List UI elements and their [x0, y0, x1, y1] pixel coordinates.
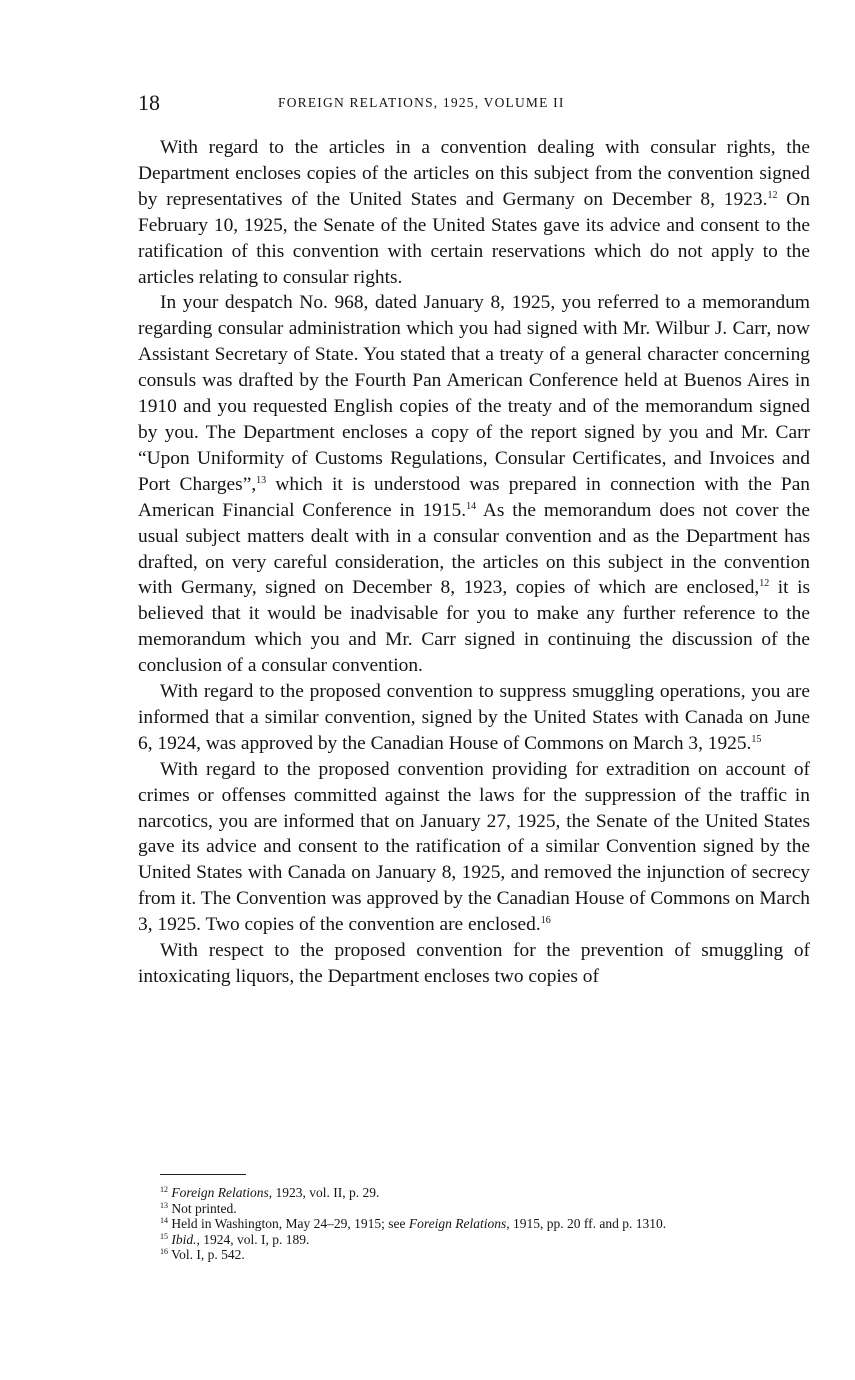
paragraph-text: In your despatch No. 968, dated January 8, 1925, you referred to a memorandum regarding consular administration which you had signed with Mr. Wilbur J. Carr, now Assistant Secretary of State. You stated that a treaty of a general character concerning consuls was drafted by the Fourth Pan American Conference held at Buenos Aires in 1910 and you requested English copies of the treaty and of the memorandum signed by you. The Department encloses a copy of the report signed by you and Mr. Carr “Upon Uniformity of Customs Regulations, Consular Certificates, and Invoices and Port Charges”, [138, 292, 810, 495]
footnote-text: , 1923, vol. II, p. 29. [268, 1185, 380, 1200]
paragraph-text: As the memorandum does not cover the usual subject matters dealt with in a consular convention and as the Department has drafted, on very careful consideration, the articles on this subject in the convention with Germany, signed on December 8, 1923, copies of which are enclosed, [138, 499, 810, 599]
footnote-text: Vol. I, p. 542. [171, 1247, 245, 1262]
paragraph-text: With regard to the proposed convention to suppress smuggling operations, you are informed that a similar convention, signed by the United States with Canada on June 6, 1924, was approved by the Canadian House of Commons on March 3, 1925. [138, 681, 810, 754]
footnote-number: 15 [160, 1231, 168, 1241]
footnote-ref: 16 [540, 915, 551, 927]
paragraph-text: which it is understood was prepared in connection with the Pan American Financial Conference in 1915. [138, 473, 810, 521]
running-title: FOREIGN RELATIONS, 1925, VOLUME II [278, 95, 565, 110]
body-text [138, 135, 810, 990]
footnote-15 [138, 1232, 810, 1248]
footnote-ref: 12 [759, 578, 770, 590]
paragraph-intoxicating-liquors [138, 938, 810, 990]
footnotes [138, 1185, 810, 1263]
footnote-12 [138, 1185, 810, 1201]
footnote-13 [138, 1201, 810, 1217]
footnote-ref: 14 [466, 500, 477, 512]
paragraph-despatch-968 [138, 290, 810, 679]
paragraph-extradition-narcotics [138, 757, 810, 938]
paragraph-consular-rights [138, 135, 810, 290]
footnote-text: Not printed. [171, 1200, 237, 1216]
footnote-number: 13 [160, 1200, 168, 1210]
paragraph-text: With regard to the articles in a convention dealing with consular rights, the Department encloses copies of the articles on this subject from the convention signed by representatives of the United States and Germany on December 8, 1923. [138, 137, 810, 210]
footnote-14 [138, 1216, 810, 1232]
page-number: 18 [138, 90, 160, 115]
footnote-ref: 12 [767, 189, 778, 201]
footnote-number: 12 [160, 1185, 168, 1194]
footnote-number: 16 [160, 1247, 168, 1256]
footnote-text: , 1924, vol. I, p. 189. [196, 1231, 310, 1247]
footnote-number: 14 [160, 1216, 168, 1225]
paragraph-text: On February 10, 1925, the Senate of the United States gave its advice and consent to the ratification of this convention with certain reservations which do not apply to the articles relating to consular rights. [138, 188, 810, 288]
paragraph-text: With respect to the proposed convention for the prevention of smuggling of intoxicating liquors, the Department encloses two copies of [138, 940, 810, 987]
footnote-16 [138, 1247, 810, 1263]
footnote-text: Held in Washington, May 24–29, 1915; see [171, 1216, 409, 1231]
footnote-citation: Foreign Relations [408, 1216, 507, 1231]
footnote-divider [160, 1174, 246, 1175]
paragraph-text: With regard to the proposed convention providing for extradition on account of crimes or offenses committed against the laws for the suppression of the traffic in narcotics, you are informed that on January 27, 1925, the Senate of the United States gave its advice and consent to the ratification of a similar Convention signed by the United States with Canada on January 8, 1925, and removed the injunction of secrecy from it. The Convention was approved by the Canadian House of Commons on March 3, 1925. Two copies of the convention are enclosed. [138, 758, 810, 936]
paragraph-text: it is believed that it would be inadvisable for you to make any further reference to the memorandum which you and Mr. Carr signed in continuing the discussion of the conclusion of a consular convention. [138, 577, 811, 677]
footnote-text: , 1915, pp. 20 ff. and p. 1310. [506, 1216, 667, 1231]
footnote-citation: Ibid. [171, 1231, 197, 1247]
footnote-ref: 15 [751, 733, 762, 745]
page-header [138, 90, 810, 116]
footnote-ref: 13 [256, 474, 267, 486]
footnote-citation: Foreign Relations [171, 1185, 269, 1200]
paragraph-smuggling-operations [138, 679, 810, 757]
